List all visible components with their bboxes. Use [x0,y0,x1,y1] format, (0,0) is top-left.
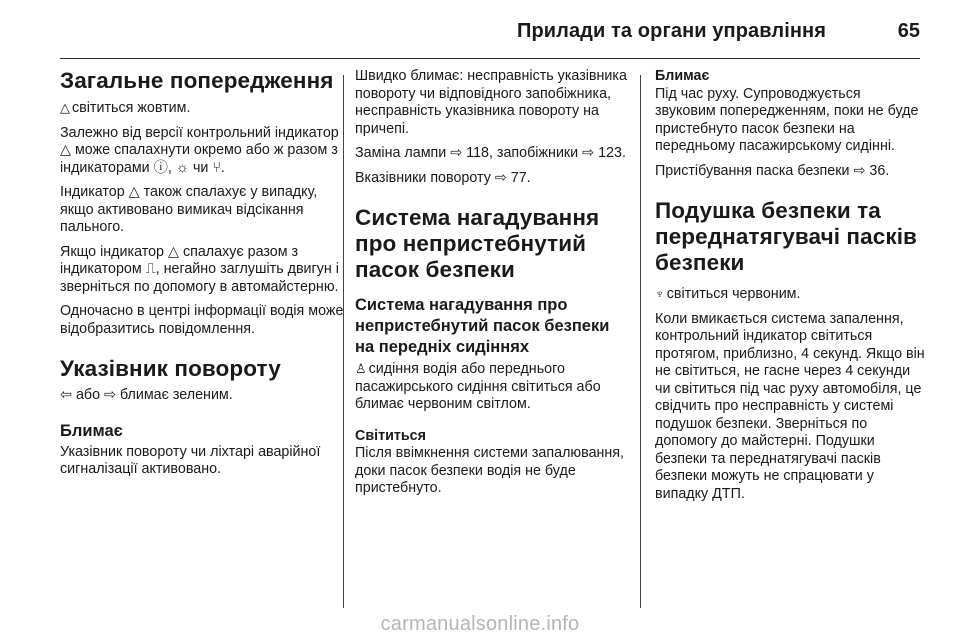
paragraph: ♆ світиться червоним. [655,286,801,302]
header-rule [60,58,920,59]
airbag-icon: ♆ [655,286,665,301]
column-2 [355,68,633,505]
subheading-front-seats: Система нагадування про непристебнутий пасок безпеки на передніх сидіннях [355,296,610,356]
paragraph: Залежно від версії контрольний індикатор △ може спалахнути окремо або ж разом з індикаторами ⓘ, ☼ чи ⑂. [60,124,339,176]
subheading-lit: Світиться [355,427,426,444]
section-heading-airbag: Подушка безпеки та переднатягувачі пасків безпеки [655,198,917,275]
paragraph: Вказівники повороту ⇨ 77. [355,169,531,186]
page-number: 65 [897,20,920,42]
paragraph: Заміна лампи ⇨ 118, запобіжники ⇨ 123. [355,145,626,161]
seatbelt-icon: ♙ [355,361,367,376]
paragraph: Пристібування паска безпеки ⇨ 36. [655,162,890,179]
warning-icon: △ [60,100,70,115]
section-heading-turn-signal: Указівник повороту [60,356,281,381]
paragraph: Указівник повороту чи ліхтарі аварійної сигналізації активовано. [60,443,321,477]
section-heading-general-warning: Загальне попередження [60,68,334,93]
subheading-blinks: Блимає [60,421,123,440]
paragraph: Після ввімкнення системи запалювання, доки пасок безпеки водія не буде пристебнуто. [355,445,625,496]
paragraph: Індикатор △ також спалахує у випадку, якщо активовано вимикач відсікання пального. [60,184,318,235]
subheading-blinks: Блимає [655,68,710,84]
column-1 [60,68,346,486]
header-title: Прилади та органи управління [516,20,826,42]
paragraph: Під час руху. Супроводжується звуковим попередженням, поки не буде пристебнуто пасок безпеки на передньому пасажирському сидінні. [655,85,919,154]
column-3 [655,68,925,510]
page-header [0,0,960,60]
paragraph: ♙ сидіння водія або переднього пасажирського сидіння світиться або блимає червоним світлом. [355,361,601,412]
paragraph: △ світиться жовтим. [60,100,191,116]
section-heading-seatbelt-reminder: Система нагадування про непристебнутий пасок безпеки [355,205,600,282]
paragraph: ⇦ або ⇨ блимає зеленим. [60,387,233,403]
paragraph: Коли вмикається система запалення, контрольний індикатор світиться протягом, приблизно, 4 секунд. Якщо він не світиться, не гасне через 4 секунди чи світиться під час руху автомобіля, це свідчить про несправність у системі подушок безпеки. Зверніться по допомогу до майстерні. Подушки безпеки та переднатягувачі пасків безпеки можуть не спрацювати у випадку ДТП. [655,310,925,502]
paragraph: Якщо індикатор △ спалахує разом з індикатором ⎍, негайно заглушіть двигун і зверніться по допомогу в автомайстерню. [60,243,339,295]
watermark: carmanualsonline.info [380,613,580,635]
column-divider [640,75,641,608]
paragraph: Одночасно в центрі інформації водія може відобразитись повідомлення. [60,303,344,337]
paragraph: Швидко блимає: несправність указівника повороту чи відповідного запобіжника, несправність указівника повороту на причепі. [355,68,627,137]
